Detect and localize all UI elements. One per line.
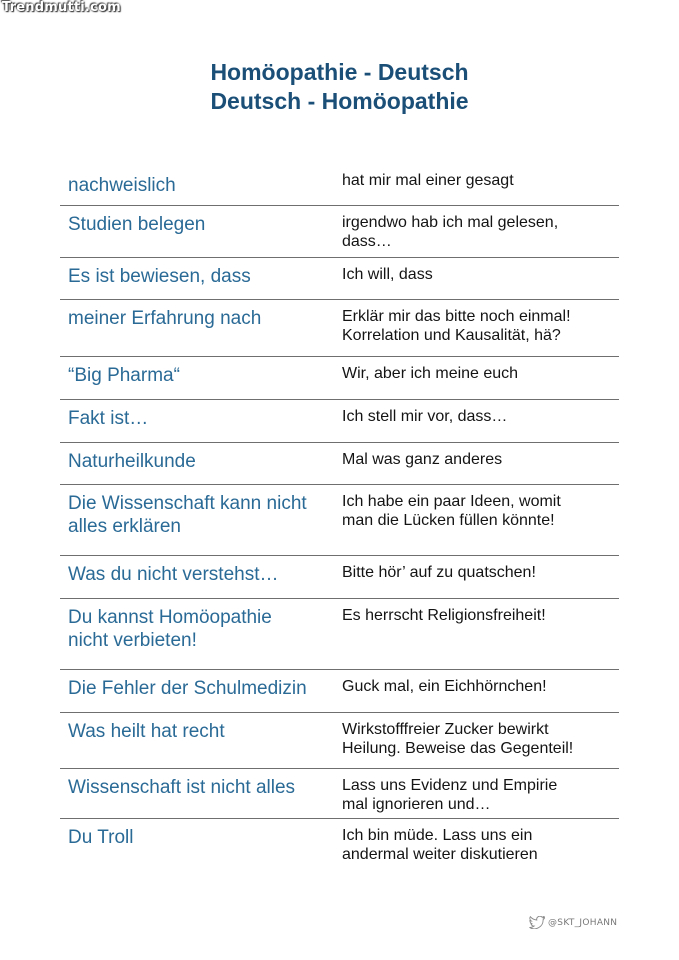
homeopathy-phrase: “Big Pharma“ [68,365,180,386]
homeopathy-phrase: Studien belegen [68,214,206,235]
table-row [60,713,619,769]
site-watermark: Trendmutti.com [2,0,121,15]
german-translation: irgendwo hab ich mal gelesen, dass… [342,214,559,250]
table-row [60,357,619,400]
homeopathy-phrase: Es ist bewiesen, dass [68,266,251,287]
homeopathy-phrase: Die Wissenschaft kann nicht alles erklären [68,493,307,537]
table-row [60,258,619,300]
table-row [60,485,619,556]
german-translation: hat mir mal einer gesagt [342,172,514,189]
page-title [0,58,679,116]
table-row [60,206,619,258]
homeopathy-phrase: Naturheilkunde [68,451,196,472]
table-row [60,556,619,599]
german-translation: Ich will, dass [342,266,433,283]
author-handle: @SKT_JOHANN [548,917,618,928]
title-line-2: Deutsch - Homöopathie [210,88,469,114]
german-translation: Ich stell mir vor, dass… [342,408,508,425]
homeopathy-phrase: nachweislich [68,175,176,196]
table-row [60,769,619,819]
table-row [60,443,619,485]
homeopathy-phrase: meiner Erfahrung nach [68,308,262,329]
title-line-1: Homöopathie - Deutsch [210,59,469,85]
homeopathy-phrase: Wissenschaft ist nicht alles [68,777,296,798]
german-translation: Erklär mir das bitte noch einmal! Korrelation und Kausalität, hä? [342,308,571,344]
german-translation: Es herrscht Religionsfreiheit! [342,607,546,624]
german-translation: Lass uns Evidenz und Empirie mal ignorieren und… [342,777,558,813]
german-translation: Ich bin müde. Lass uns ein andermal weiter diskutieren [342,827,538,863]
german-translation: Mal was ganz anderes [342,451,503,468]
german-translation: Wir, aber ich meine euch [342,365,519,382]
table-row [60,400,619,443]
homeopathy-phrase: Fakt ist… [68,408,149,429]
translation-table [60,165,619,877]
homeopathy-phrase: Was du nicht verstehst… [68,564,279,585]
twitter-bird-icon [529,916,545,929]
german-translation: Guck mal, ein Eichhörnchen! [342,678,547,695]
table-row [60,165,619,206]
german-translation: Bitte hör’ auf zu quatschen! [342,564,536,581]
homeopathy-phrase: Die Fehler der Schulmedizin [68,678,307,699]
homeopathy-phrase: Was heilt hat recht [68,721,225,742]
table-row [60,670,619,713]
table-row [60,599,619,670]
author-credit [529,916,617,929]
table-row [60,300,619,357]
german-translation: Ich habe ein paar Ideen, womit man die Lücken füllen könnte! [342,493,561,529]
table-row [60,819,619,877]
german-translation: Wirkstofffreier Zucker bewirkt Heilung. Beweise das Gegenteil! [342,721,574,757]
homeopathy-phrase: Du kannst Homöopathie nicht verbieten! [68,607,272,651]
homeopathy-phrase: Du Troll [68,827,134,848]
